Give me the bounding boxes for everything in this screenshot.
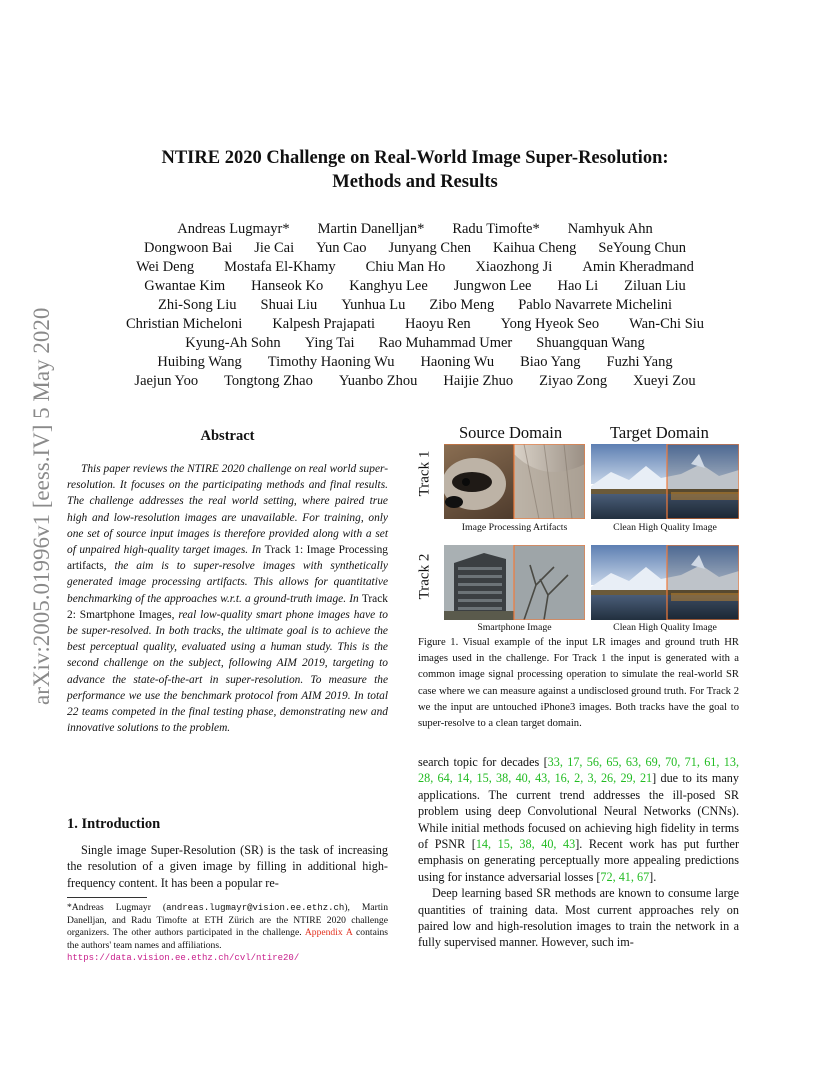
target-domain-header: Target Domain <box>610 423 709 442</box>
caption-track2-source: Smartphone Image <box>477 622 552 633</box>
author-name: Ying Tai <box>304 335 355 351</box>
author-name: Haijie Zhuo <box>443 373 514 389</box>
citation-group-3[interactable]: 72, 41, 67 <box>600 869 650 884</box>
intro-paragraph-2: Deep learning based SR methods are known to consume large quantities of training data. Most current approaches rely on paired low and high-resolution images to train the network in a fully supervised manner. However, such im- <box>418 886 739 950</box>
track2-source-image <box>444 545 585 620</box>
author-name: Hanseok Ko <box>251 278 324 294</box>
footnote-text: ), Martin Danelljan, and Radu Timofte at ETH Zürich are the NTIRE 2020 challenge organizers. The other authors participated in the challenge. <box>67 902 388 938</box>
author-name: Namhyuk Ahn <box>567 221 653 237</box>
author-name: Biao Yang <box>520 354 581 370</box>
author-name: Yunhua Lu <box>341 297 406 313</box>
raccoon-image <box>444 444 585 519</box>
intro-continued-4: ]. <box>649 869 657 884</box>
author-name: SeYoung Chun <box>598 240 686 256</box>
title-line-1: NTIRE 2020 Challenge on Real-World Image Super-Resolution: <box>161 148 669 168</box>
intro-continued-2: ] due to its many applications. The current trend addresses the ill-posed SR problem using deep Convolutional Neural Networks (CNNs). While initial methods focused on achieving high fidelity in terms of PSNR [ <box>418 771 739 852</box>
author-name: Dongwoon Bai <box>144 240 233 256</box>
intro-continued-1: search topic for decades [ <box>418 755 548 769</box>
author-name: Shuangquan Wang <box>536 335 645 351</box>
author-row <box>60 296 770 315</box>
author-name: Shuai Liu <box>260 297 318 313</box>
abstract-track2-label: Track 2: Smartphone Images, <box>67 592 388 621</box>
author-name: Hao Li <box>557 278 599 294</box>
author-name: Zhi-Song Liu <box>157 297 237 313</box>
intro-heading: 1. Introduction <box>67 816 161 832</box>
appendix-link[interactable]: Appendix A <box>304 927 353 938</box>
caption-track2-target: Clean High Quality Image <box>613 622 717 633</box>
author-name: Kanghyu Lee <box>349 278 428 294</box>
track2-label: Track 2 <box>416 553 433 600</box>
author-name: Ziyao Zong <box>539 373 608 389</box>
abstract-text <box>67 461 388 736</box>
author-name: Wei Deng <box>136 259 195 275</box>
author-name: Yong Hyeok Seo <box>500 316 600 332</box>
author-name: Fuzhi Yang <box>606 354 673 370</box>
author-name: Kaihua Cheng <box>493 240 577 256</box>
abstract-track1-label: Track 1: Image Processing artifacts, <box>67 544 388 573</box>
author-row <box>60 353 770 372</box>
author-name: Chiu Man Ho <box>365 259 446 275</box>
author-name: Kyung-Ah Sohn <box>185 335 281 351</box>
author-row <box>60 258 770 277</box>
author-name: Jie Cai <box>254 240 295 256</box>
author-name: Amin Kheradmand <box>582 259 694 275</box>
caption-track1-source: Image Processing Artifacts <box>461 522 568 533</box>
author-name: Haoyu Ren <box>405 316 471 332</box>
track2-target-image <box>591 545 739 620</box>
challenge-url-link[interactable]: https://data.vision.ee.ethz.ch/cvl/ntire20/ <box>67 953 300 963</box>
author-name: Yun Cao <box>316 240 367 256</box>
figure-caption: Figure 1. Visual example of the input LR images and ground truth HR images used in the challenge. For Track 1 the input is generated with a common image signal processing operation to simulate the real-world SR case where we can measure against a undisclosed ground truth. For Track 2 we the input are untouched iPhone3 images. Both tracks have the goal to super-resolve to a clean target domain. <box>418 637 739 730</box>
author-name: Kalpesh Prajapati <box>272 316 376 332</box>
author-name: Xueyi Zou <box>633 373 696 389</box>
footnote-appendix-text: contains the authors' team names and affiliations. <box>67 927 389 951</box>
footnote <box>67 902 388 965</box>
author-name: Wan-Chi Siu <box>629 316 705 332</box>
right-column-text <box>418 754 739 951</box>
author-row <box>60 315 770 334</box>
footnote-rule <box>67 897 147 898</box>
author-name: Junyang Chen <box>388 240 472 256</box>
author-row <box>60 220 770 239</box>
author-name: Timothy Haoning Wu <box>267 354 395 370</box>
paper-title <box>90 146 740 194</box>
author-name: Jungwon Lee <box>453 278 532 294</box>
track1-source-image <box>444 444 585 519</box>
author-row <box>60 372 770 391</box>
intro-continued-3: ]. Recent work has put further emphasis on generating perceptually more appealing predictions using for instance adversarial losses [ <box>418 837 740 884</box>
track1-target-image <box>591 444 739 519</box>
author-name: Zibo Meng <box>429 297 495 313</box>
author-name: Gwantae Kim <box>144 278 226 294</box>
author-name: Christian Micheloni <box>125 316 243 332</box>
mountain-lake-image-2 <box>591 545 739 620</box>
author-name: Xiaozhong Ji <box>475 259 553 275</box>
abstract-heading: Abstract <box>200 428 255 444</box>
title-line-2: Methods and Results <box>332 172 498 192</box>
author-name: Andreas Lugmayr* <box>177 221 290 237</box>
citation-group-2[interactable]: 14, 15, 38, 40, 43 <box>475 837 576 852</box>
abstract-part-3: real low-quality smart phone images have to be super-resolved. In both tracks, the ultimate goal is to achieve the best perceptual quality, evaluated using a human study. This is the second challenge on the subject, following AIM 2019, targeting to advance the state-of-the-art in super-resolution. To measure the performance we use the benchmark protocol from AIM 2019. In total 22 teams competed in the final testing phase, demonstrating new and innovative solutions to the problem. <box>67 608 388 735</box>
author-name: Ziluan Liu <box>624 278 686 294</box>
author-name: Tongtong Zhao <box>224 373 313 389</box>
author-row <box>60 277 770 296</box>
author-name: Martin Danelljan* <box>317 221 425 237</box>
abstract-part-2: the aim is to super-resolve images with synthetically generated image processing artifacts. This allows for quantitative benchmarking of the approaches w.r.t. a ground-truth image. In <box>67 560 388 605</box>
track1-label: Track 1 <box>416 450 433 497</box>
author-name: Yuanbo Zhou <box>338 373 418 389</box>
author-row <box>60 334 770 353</box>
building-image <box>444 545 585 620</box>
author-name: Pablo Navarrete Michelini <box>518 297 673 313</box>
footnote-email[interactable]: andreas.lugmayr@vision.ee.ethz.ch <box>166 903 345 913</box>
footnote-star: *Andreas Lugmayr ( <box>67 902 167 913</box>
author-name: Jaejun Yoo <box>134 373 199 389</box>
author-row <box>60 239 770 258</box>
author-name: Mostafa El-Khamy <box>224 259 336 275</box>
citation-group-1[interactable]: 33, 17, 56, 65, 63, 69, 70, 71, 61, 13, 28, 64, 14, 15, 38, 40, 43, 16, 2, 3, 26, 29, 21 <box>418 755 740 786</box>
author-list <box>60 220 770 391</box>
caption-track1-target: Clean High Quality Image <box>613 522 717 533</box>
source-domain-header: Source Domain <box>459 423 563 442</box>
author-name: Haoning Wu <box>420 354 495 370</box>
author-name: Rao Muhammad Umer <box>378 335 513 351</box>
mountain-lake-image <box>591 444 739 519</box>
intro-text: Single image Super-Resolution (SR) is the task of increasing the resolution of a given image by filling in additional high-frequency content. It has been a popular re- <box>67 843 388 890</box>
arxiv-stamp: arXiv:2005.01996v1 [eess.IV] 5 May 2020 <box>29 307 54 705</box>
author-name: Radu Timofte* <box>452 221 540 237</box>
abstract-part-1: This paper reviews the NTIRE 2020 challenge on real world super-resolution. It focuses on the participating methods and final results. The challenge addresses the real world setting, where paired true high and low-resolution images are unavailable. For training, only one set of source input images is therefore provided along with a set of unpaired high-quality target images. In <box>67 463 388 557</box>
author-name: Huibing Wang <box>157 354 242 370</box>
